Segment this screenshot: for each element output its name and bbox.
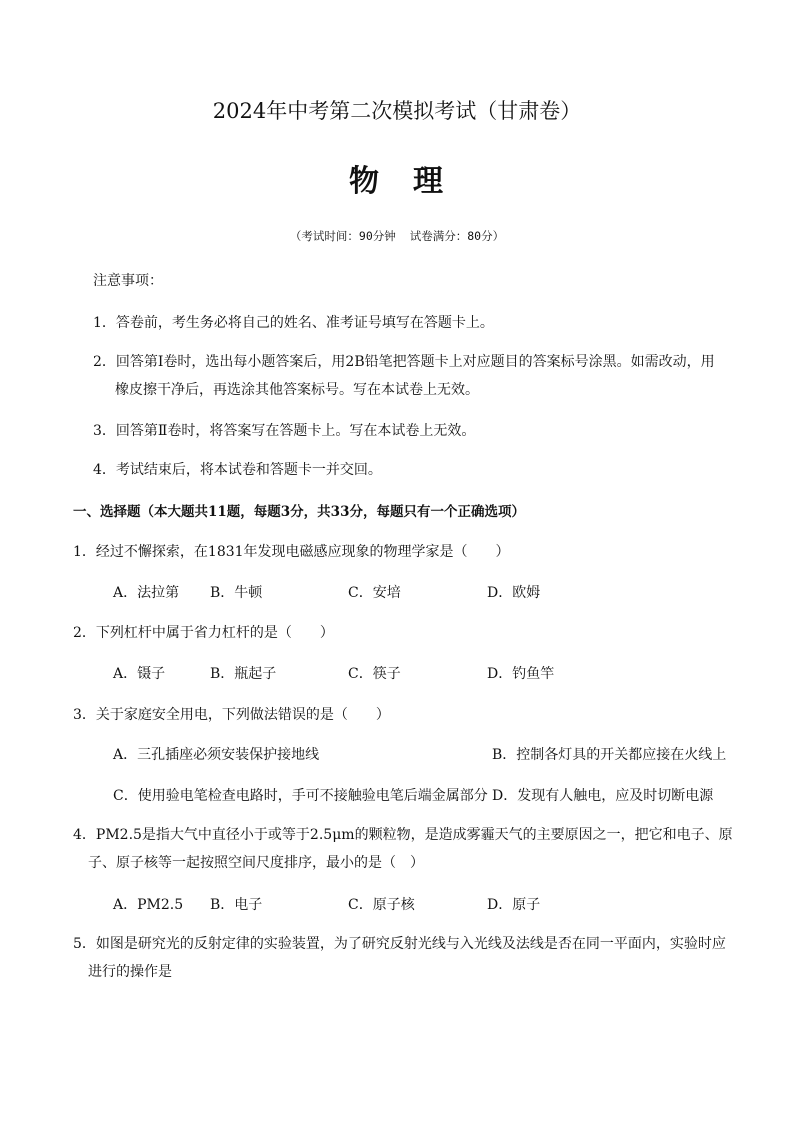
exam-info (0, 228, 794, 244)
question-4-option-a: A．PM2.5 (113, 897, 184, 913)
question-1-option-c: C．安培 (348, 585, 401, 601)
question-4-option-d: D．原子 (487, 897, 541, 913)
question-4-stem-line-2: 子、原子核等一起按照空间尺度排序，最小的是（ ） (88, 855, 424, 871)
question-3-option-b: B．控制各灯具的开关都应接在火线上 (492, 747, 727, 763)
question-1-option-d: D．欧姆 (487, 585, 541, 601)
question-3-stem: 3．关于家庭安全用电，下列做法错误的是（ ） (73, 707, 390, 723)
subject-char-1: 物 (349, 164, 381, 199)
question-1-stem: 1．经过不懈探索，在1831年发现电磁感应现象的物理学家是（ ） (73, 544, 510, 560)
notice-item-4: 4．考试结束后，将本试卷和答题卡一并交回。 (93, 462, 382, 478)
subject-char-2: 理 (413, 164, 445, 199)
subject-heading (0, 156, 794, 200)
notice-item-2-line-1: 2．回答第Ⅰ卷时，选出每小题答案后，用2B铅笔把答题卡上对应题目的答案标号涂黑。如需改动，用 (93, 354, 715, 370)
question-1-option-b: B．牛顿 (210, 585, 263, 601)
exam-time: （考试时间：90分钟 (289, 229, 396, 243)
notice-item-1: 1．答卷前，考生务必将自己的姓名、准考证号填写在答题卡上。 (93, 315, 494, 331)
notice-item-3: 3．回答第Ⅱ卷时，将答案写在答题卡上。写在本试卷上无效。 (93, 423, 476, 439)
question-2-option-a: A．镊子 (113, 666, 166, 682)
question-4-option-c: C．原子核 (348, 897, 415, 913)
question-5-stem-line-1: 5．如图是研究光的反射定律的实验装置，为了研究反射光线与入光线及法线是否在同一平面内，实验时应 (73, 936, 726, 952)
section-heading: 一、选择题（本大题共11题，每题3分，共33分，每题只有一个正确选项） (73, 504, 525, 520)
question-3-option-c: C．使用验电笔检查电路时，手可不接触验电笔后端金属部分 (113, 788, 488, 804)
question-2-stem: 2．下列杠杆中属于省力杠杆的是（ ） (73, 625, 334, 641)
question-2-option-d: D．钓鱼竿 (487, 666, 555, 682)
question-1-option-a: A．法拉第 (113, 585, 180, 601)
notice-item-2-line-2: 橡皮擦干净后，再选涂其他答案标号。写在本试卷上无效。 (115, 382, 479, 398)
question-5-stem-line-2: 进行的操作是 (88, 964, 172, 980)
question-2-option-b: B．瓶起子 (210, 666, 277, 682)
question-4-stem-line-1: 4．PM2.5是指大气中直径小于或等于2.5μm的颗粒物，是造成雾霾天气的主要原因之一，把它和电子、原 (73, 827, 733, 843)
question-2-option-c: C．筷子 (348, 666, 401, 682)
question-3-option-a: A．三孔插座必须安装保护接地线 (113, 747, 320, 763)
notice-heading: 注意事项： (93, 273, 163, 289)
page-title: 2024年中考第二次模拟考试（甘肃卷） (212, 99, 582, 123)
question-3-option-d: D．发现有人触电，应及时切断电源 (492, 788, 714, 804)
full-score: 试卷满分：80分） (409, 229, 505, 243)
question-4-option-b: B．电子 (210, 897, 263, 913)
